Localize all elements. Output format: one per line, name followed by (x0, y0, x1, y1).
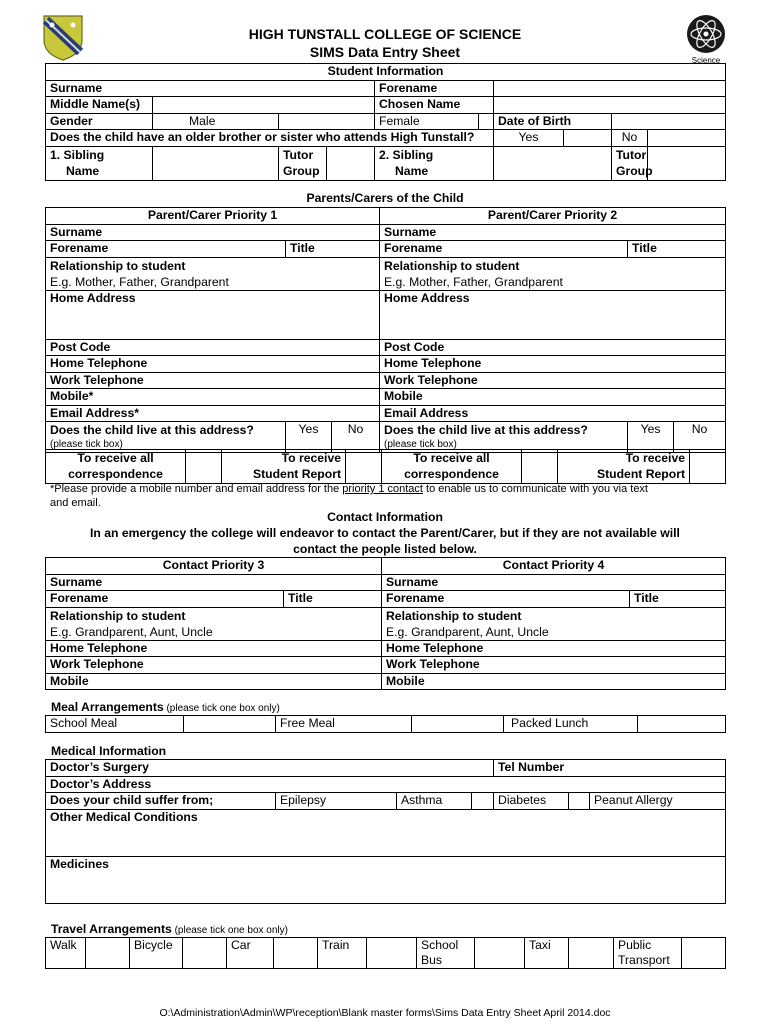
meal-school-box[interactable] (184, 716, 276, 733)
chosen-name-label: Chosen Name (375, 97, 494, 114)
priority1-link: priority 1 contact (342, 483, 423, 495)
diabetes-box[interactable] (569, 793, 590, 810)
p1-forename-label[interactable]: Forename (46, 241, 286, 258)
c4-work-tel[interactable]: Work Telephone (382, 657, 726, 674)
p1-live-yes[interactable]: Yes (286, 422, 332, 453)
c3-relationship[interactable]: Relationship to student E.g. Grandparent, Aunt, Uncle (46, 607, 382, 640)
gender-male-box[interactable] (279, 113, 375, 130)
sheet-title: SIMS Data Entry Sheet (309, 44, 461, 60)
travel-walk-box[interactable] (86, 938, 130, 969)
epilepsy-option[interactable]: Epilepsy (276, 793, 397, 810)
meal-heading: Meal Arrangements (please tick one box only) (51, 700, 280, 714)
p2-receive-all-label: To receive all correspondence (382, 450, 522, 484)
p1-surname-label[interactable]: Surname (46, 224, 380, 241)
p1-receive-report-label: To receive Student Report (222, 450, 346, 484)
p1-receive-report-box[interactable] (346, 450, 382, 484)
sibling2-label: 2. Sibling Name (375, 146, 494, 180)
middle-name-field[interactable] (153, 97, 375, 114)
file-path-footer: O:\Administration\Admin\WP\reception\Blank master forms\Sims Data Entry Sheet April 2014.doc (159, 1007, 611, 1019)
meal-school-option[interactable]: School Meal (46, 716, 184, 733)
c4-title[interactable]: Title (630, 591, 726, 608)
travel-car-option[interactable]: Car (227, 938, 274, 969)
travel-heading: Travel Arrangements (please tick one box only) (51, 922, 288, 936)
travel-bicycle-box[interactable] (183, 938, 227, 969)
c3-surname[interactable]: Surname (46, 574, 382, 591)
travel-taxi-box[interactable] (569, 938, 614, 969)
forename-label: Forename (375, 80, 494, 97)
c4-mobile[interactable]: Mobile (382, 673, 726, 690)
travel-car-box[interactable] (274, 938, 318, 969)
logo-caption: Science (691, 56, 721, 65)
mobile-email-note: *Please provide a mobile number and email address for the priority 1 contact to enable us to communicate with you via text and email. (50, 483, 648, 509)
medical-heading: Medical Information (51, 744, 167, 758)
sibling-yes-box[interactable] (564, 130, 612, 147)
diabetes-option[interactable]: Diabetes (494, 793, 569, 810)
parents-section-heading: Parents/Carers of the Child (306, 191, 464, 205)
other-conditions-field[interactable]: Other Medical Conditions (46, 809, 726, 856)
contact-intro-line1: In an emergency the college will endeavor to contact the Parent/Carer, but if they are not available will (90, 526, 680, 540)
p2-live-yes[interactable]: Yes (628, 422, 674, 453)
gender-female-box[interactable] (479, 113, 494, 130)
travel-bicycle-option[interactable]: Bicycle (130, 938, 183, 969)
gender-female-option[interactable]: Female (375, 113, 479, 130)
sibling2-tutor-field[interactable] (648, 146, 726, 180)
p1-postcode[interactable]: Post Code (46, 339, 380, 356)
p2-address[interactable]: Home Address (380, 290, 726, 339)
p1-relationship[interactable]: Relationship to student E.g. Mother, Father, Grandparent (46, 257, 380, 290)
p2-mobile[interactable]: Mobile (380, 389, 726, 406)
chosen-name-field[interactable] (494, 97, 726, 114)
p2-receive-all-box[interactable] (522, 450, 558, 484)
c3-work-tel[interactable]: Work Telephone (46, 657, 382, 674)
p2-email[interactable]: Email Address (380, 405, 726, 422)
p1-live-question: Does the child live at this address? (please tick box) (46, 422, 286, 453)
contact3-heading: Contact Priority 3 (46, 558, 382, 575)
c3-forename[interactable]: Forename (46, 591, 284, 608)
medicines-field[interactable]: Medicines (46, 856, 726, 903)
sibling2-name-field[interactable] (494, 146, 612, 180)
forename-field[interactable] (494, 80, 726, 97)
sibling1-tutor-label: Tutor Group (279, 146, 327, 180)
parent1-heading: Parent/Carer Priority 1 (46, 208, 380, 225)
sibling1-label: 1. Sibling Name (46, 146, 153, 180)
travel-train-option[interactable]: Train (318, 938, 367, 969)
contact4-heading: Contact Priority 4 (382, 558, 726, 575)
p2-home-tel[interactable]: Home Telephone (380, 356, 726, 373)
sibling-no-option[interactable]: No (612, 130, 648, 147)
p2-title-label[interactable]: Title (628, 241, 726, 258)
travel-public-box[interactable] (682, 938, 726, 969)
travel-public-option[interactable]: Public Transport (614, 938, 682, 969)
p1-mobile[interactable]: Mobile* (46, 389, 380, 406)
sibling1-name-field[interactable] (153, 146, 279, 180)
meal-table (45, 715, 726, 733)
p2-live-no[interactable]: No (674, 422, 726, 453)
p1-correspondence-row (45, 449, 382, 484)
p1-live-no[interactable]: No (332, 422, 380, 453)
c3-title[interactable]: Title (284, 591, 382, 608)
p2-relationship[interactable]: Relationship to student E.g. Mother, Father, Grandparent (380, 257, 726, 290)
p2-work-tel[interactable]: Work Telephone (380, 372, 726, 389)
doctor-surgery-label[interactable]: Doctor’s Surgery (46, 760, 494, 777)
contacts-table (45, 557, 726, 690)
sibling-no-box[interactable] (648, 130, 726, 147)
meal-free-option[interactable]: Free Meal (276, 716, 412, 733)
tel-number-label[interactable]: Tel Number (494, 760, 726, 777)
peanut-allergy-option[interactable]: Peanut Allergy (590, 793, 726, 810)
dob-field[interactable] (612, 113, 726, 130)
medical-table (45, 759, 726, 904)
travel-schoolbus-box[interactable] (475, 938, 525, 969)
c4-home-tel[interactable]: Home Telephone (382, 640, 726, 657)
dob-label: Date of Birth (494, 113, 612, 130)
student-info-table (45, 63, 726, 181)
middle-name-label: Middle Name(s) (46, 97, 153, 114)
meal-packed-box[interactable] (638, 716, 726, 733)
p2-forename-label[interactable]: Forename (380, 241, 628, 258)
p2-surname-label[interactable]: Surname (380, 224, 726, 241)
p2-postcode[interactable]: Post Code (380, 339, 726, 356)
p1-address[interactable]: Home Address (46, 290, 380, 339)
travel-train-box[interactable] (367, 938, 417, 969)
p1-receive-all-box[interactable] (186, 450, 222, 484)
p1-work-tel[interactable]: Work Telephone (46, 372, 380, 389)
p2-receive-report-box[interactable] (690, 450, 726, 484)
c4-surname[interactable]: Surname (382, 574, 726, 591)
suffer-label: Does your child suffer from; (46, 793, 276, 810)
doctor-address-label[interactable]: Doctor’s Address (46, 776, 726, 793)
c4-forename[interactable]: Forename (382, 591, 630, 608)
p1-email[interactable]: Email Address* (46, 405, 380, 422)
parent2-heading: Parent/Carer Priority 2 (380, 208, 726, 225)
p2-correspondence-row (381, 449, 726, 484)
travel-table (45, 937, 726, 969)
sibling-yes-option[interactable]: Yes (494, 130, 564, 147)
surname-label: Surname (46, 80, 375, 97)
asthma-box[interactable] (472, 793, 494, 810)
c4-relationship[interactable]: Relationship to student E.g. Grandparent, Aunt, Uncle (382, 607, 726, 640)
asthma-option[interactable]: Asthma (397, 793, 472, 810)
sibling-question: Does the child have an older brother or sister who attends High Tunstall? (46, 130, 494, 147)
travel-schoolbus-option[interactable]: School Bus (417, 938, 475, 969)
p1-receive-all-label: To receive all correspondence (46, 450, 186, 484)
gender-label: Gender (46, 113, 153, 130)
travel-taxi-option[interactable]: Taxi (525, 938, 569, 969)
p2-live-question: Does the child live at this address? (please tick box) (380, 422, 628, 453)
meal-free-box[interactable] (412, 716, 504, 733)
p2-receive-report-label: To receive Student Report (558, 450, 690, 484)
parents-table (45, 207, 726, 453)
sibling2-tutor-label: Tutor Group (612, 146, 648, 180)
contact-section-heading: Contact Information (327, 510, 443, 524)
p1-title-label[interactable]: Title (286, 241, 380, 258)
student-section-heading: Student Information (46, 64, 726, 81)
gender-male-option[interactable]: Male (153, 113, 279, 130)
contact-intro-line2: contact the people listed below. (293, 542, 477, 556)
meal-packed-option[interactable]: Packed Lunch (504, 716, 638, 733)
sibling1-tutor-field[interactable] (327, 146, 375, 180)
p1-home-tel[interactable]: Home Telephone (46, 356, 380, 373)
travel-walk-option[interactable]: Walk (46, 938, 86, 969)
school-title: HIGH TUNSTALL COLLEGE OF SCIENCE (248, 26, 522, 42)
c3-mobile[interactable]: Mobile (46, 673, 382, 690)
c3-home-tel[interactable]: Home Telephone (46, 640, 382, 657)
